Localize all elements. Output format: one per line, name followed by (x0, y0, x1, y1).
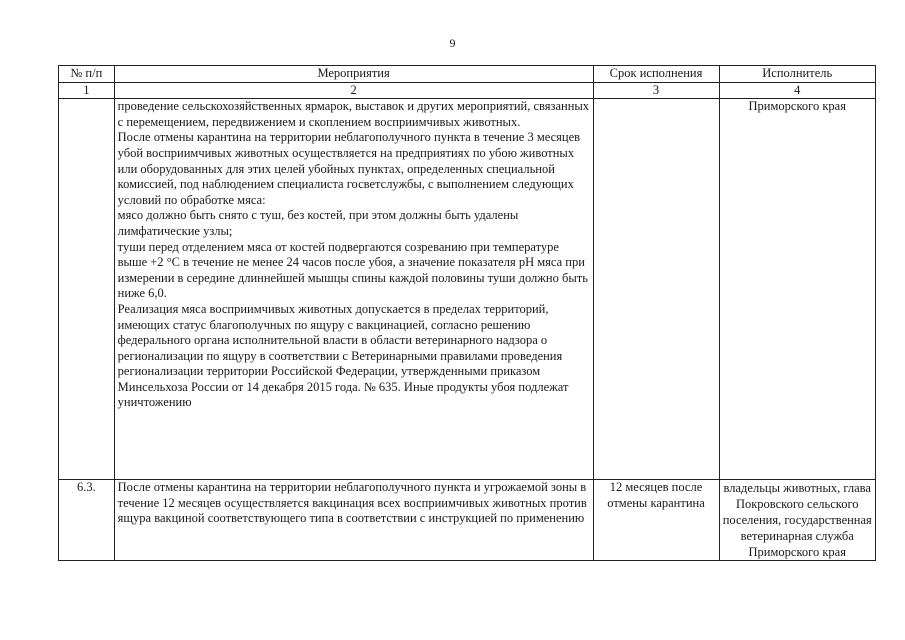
table-row (59, 99, 876, 480)
row-deadline: 12 месяцев после отмены карантина (593, 480, 719, 561)
measure-paragraph: Реализация мяса восприимчивых животных допускается в пределах территорий, имеющих статус благополучных по ящуру с вакцинацией, согласно решению федерального органа исполнительной власти в области ветеринарного надзора о регионализации по ящуру в соответствии с Ветеринарными правилами проведения регионализации территории Российской Федерации, утвержденными приказом Минсельхоза России от 14 декабря 2015 года. № 635. Иные продукты убоя подлежат уничтожению (117, 301, 569, 410)
column-number-4: 4 (719, 82, 876, 99)
row-measures (114, 99, 593, 480)
header-number: № п/п (59, 66, 115, 83)
row-executor: владельцы животных, глава Покровского сельского поселения, государственная ветеринарная служба Приморского края (719, 480, 876, 561)
measure-paragraph: туши перед отделением мяса от костей подвергаются созреванию при температуре выше +2 °С в течение не менее 24 часов после убоя, а значение показателя рН мяса при измерении в середине длиннейшей мышцы спины каждой половины туши должно быть ниже 6,0. (117, 239, 588, 301)
row-deadline (593, 99, 719, 480)
row-executor: Приморского края (719, 99, 876, 480)
column-number-1: 1 (59, 82, 115, 99)
column-number-3: 3 (593, 82, 719, 99)
header-deadline: Срок исполнения (593, 66, 719, 83)
row-number (59, 99, 115, 480)
measure-paragraph: После отмены карантина на территории неблагополучного пункта в течение 3 месяцев убой восприимчивых животных осуществляется на предприятиях по убою животных или оборудованных для этих целей убойных пунктах, определенных специальной комиссией, под наблюдением специалиста госветслужбы, с выполнением следующих условий по обработке мяса: (117, 130, 581, 207)
measures-table (58, 65, 876, 561)
column-number-2: 2 (114, 82, 593, 99)
row-measures: После отмены карантина на территории неблагополучного пункта и угрожаемой зоны в течение 12 месяцев осуществляется вакцинация всех восприимчивых животных против ящура вакциной соответствующего типа в соответствии с инструкцией по применению (114, 480, 593, 561)
table-header-row (59, 66, 876, 83)
header-measures: Мероприятия (114, 66, 593, 83)
page-number: 9 (449, 36, 456, 50)
table-row (59, 480, 876, 561)
measure-paragraph: мясо должно быть снято с туш, без костей, при этом должны быть удалены лимфатические узлы; (117, 208, 519, 238)
header-executor: Исполнитель (719, 66, 876, 83)
row-number: 6.3. (59, 480, 115, 561)
column-numbers-row (59, 82, 876, 99)
measure-paragraph: проведение сельскохозяйственных ярмарок, выставок и других мероприятий, связанных с перемещением, передвижением и скоплением восприимчивых животных. (117, 99, 590, 129)
